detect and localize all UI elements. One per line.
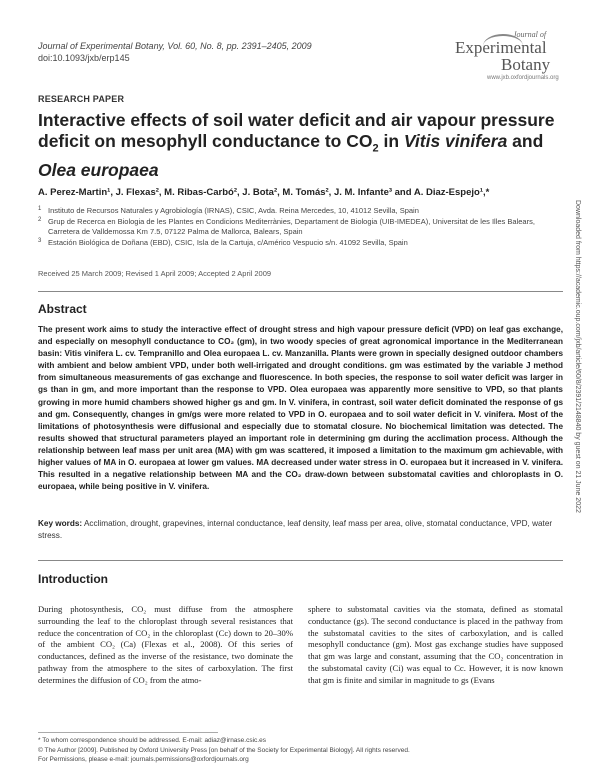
citation-line: Journal of Experimental Botany, Vol. 60, No. 8, pp. 2391–2405, 2009 (38, 41, 312, 51)
abstract-heading: Abstract (38, 302, 87, 316)
section-label: RESEARCH PAPER (38, 94, 125, 104)
journal-citation (38, 40, 312, 64)
logo-swoosh-icon (483, 34, 523, 58)
intro-column-2: sphere to substomatal cavities via the stomata, defined as stomatal conductance (gs). The second conductance is placed in the pathway from the substomatal cavities to the sites of carboxylation, and is called mesophyll conductance (gm). Most gas exchange studies have supposed that gm was large and constant, assuming that the CO₂ concentration in the substomatal cavity (Ci) was equal to Cc. However, it is now known that gm is finite and similar in magnitude to gs (Evans (308, 604, 563, 685)
logo-line1: Journal of (513, 30, 547, 39)
abstract-body: The present work aims to study the interactive effect of drought stress and high vapour pressure deficit (VPD) on leaf gas exchange, and especially on mesophyll conductance to CO₂ (gm), in two woody species of great agronomical importance in the Mediterranean basin: Vitis vinifera L. cv. Tempranillo and Olea europaea L. cv. Manzanilla. Plants were grown in specially designed outdoor chambers with ambient and below ambient VPD, under both well-irrigated and drought conditions. gm was estimated by the variable J method from simultaneous measurements of gas exchange and fluorescence. In both species, the response to soil water deficit was larger in gs than in gm, and more important than the response to VPD. Olea europaea was apparently more sensitive to VPD, so that plants growing in more humid chambers showed higher gs and gm. In V. vinifera, in contrast, soil water deficit dominated the response of gs and gm. Consequently, changes in gm/gs were more related to VPD in O. europaea and to soil water deficit in V. vinifera. Most of the limitations of photosynthesis were diffusional and especially due to stomatal closure. No biochemical limitation was detected. The results showed that structural parameters played an important role in determining gm during the acclimation process. Although the relationship between leaf mass per unit area (MA) with gm was scattered, it imposed a limitation to the maximum gm achievable, with higher values of MA in O. europaea at lower gm values. MA decreased under water stress in O. europaea but it increased in V. vinifera. This resulted in a negative relationship between MA and the CO₂ draw-down between substomatal cavities and chloroplasts in O. europaea, while being positive in V. vinifera. (38, 325, 563, 492)
journal-logo (455, 30, 565, 81)
affiliation-2: 2 Grup de Recerca en Biologia de les Plantes en Condicions Mediterrànies, Departament de Biologia (UIB-IMEDEA), Universitat de les Illes Balears, Carretera de Valldemossa Km 7.5, 07122 Palma de Mallorca, Balears, Spain (38, 216, 535, 236)
divider (38, 291, 563, 292)
received-dates: Received 25 March 2009; Revised 1 April 2009; Accepted 2 April 2009 (38, 269, 272, 278)
paper-title: Interactive effects of soil water deficit and air vapour pressure deficit on mesophyll conductance to $CO_2$ in Vitis vinifera and Olea europaea (38, 110, 555, 180)
footnote-divider (38, 732, 218, 733)
download-sidebar: Downloaded from https://academic.oup.com/jxb/article/60/8/2391/2148840 by guest on 21 June 2022 (574, 200, 581, 513)
doi-line: doi:10.1093/jxb/erp145 (38, 53, 130, 63)
affiliation-1: 1 Instituto de Recursos Naturales y Agrobiología (IRNAS), CSIC, Avda. Reina Mercedes, 10, 41012 Sevilla, Spain (38, 206, 419, 215)
footnotes (38, 736, 563, 765)
footnote-correspondence: * To whom correspondence should be addressed. E-mail: adiaz@irnase.csic.es (38, 737, 266, 744)
intro-heading: Introduction (38, 572, 108, 586)
footnote-permissions: For Permissions, please e-mail: journals.permissions@oxfordjournals.org (38, 756, 249, 763)
logo-line2: Experimental (455, 38, 547, 57)
logo-url[interactable]: www.jxb.oxfordjournals.org (487, 75, 559, 81)
author-list: A. Perez-Martin¹, J. Flexas², M. Ribas-Carbó², J. Bota², M. Tomás², J. M. Infante³ and A. Diaz-Espejo¹,* (38, 187, 490, 198)
footnote-copyright: © The Author [2009]. Published by Oxford University Press [on behalf of the Society for Experimental Biology]. All rights reserved. (38, 746, 410, 754)
affiliation-3: 3 Estación Biológica de Doñana (EBD), CSIC, Isla de la Cartuja, c/Américo Vespucio s/n. 41092 Sevilla, Spain (38, 237, 408, 247)
affiliations (38, 206, 558, 248)
intro-column-1: During photosynthesis, CO₂ must diffuse from the atmosphere surrounding the leaf to the chloroplast through several resistances that reduce the concentration of CO₂ in the chloroplast (Cc) down to 20–30% of the ambient CO₂ (Ca) (Flexas et al., 2008). Of this series of conductances, defined as the inverse of the resistance, two dominate the pathway from the atmosphere to the sites of carboxylation. The first determines the diffusion of CO₂ from the atmo- (38, 604, 293, 685)
keywords: Key words: Acclimation, drought, grapevines, internal conductance, leaf density, leaf mass per area, olive, stomatal conductance, VPD, water stress. (38, 519, 553, 540)
logo-line3: Botany (501, 55, 551, 74)
divider (38, 560, 563, 561)
